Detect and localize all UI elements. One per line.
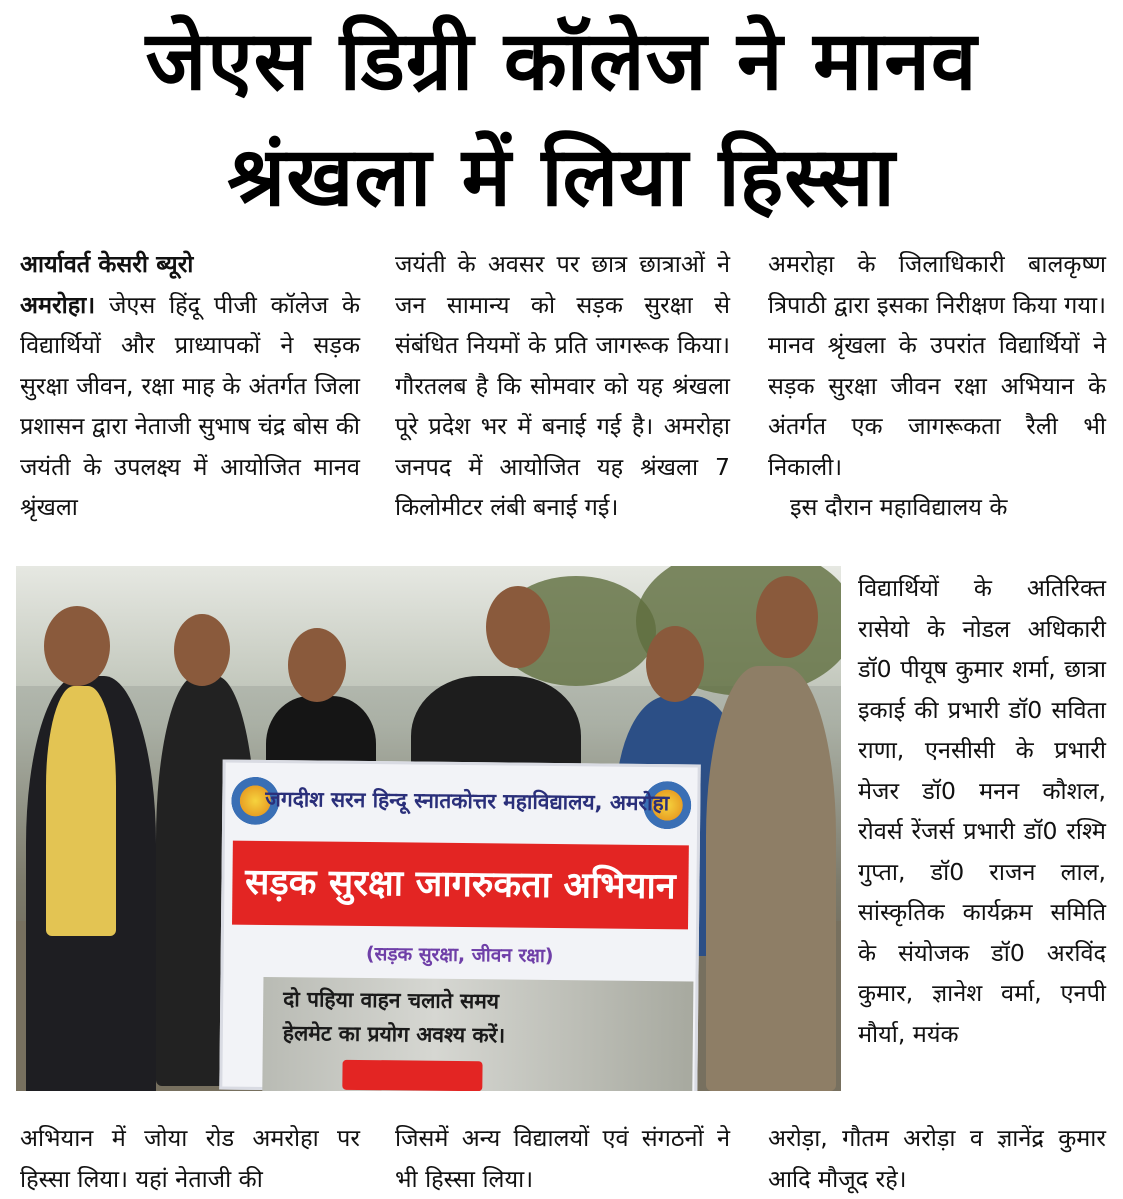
- photo-head: [44, 606, 110, 686]
- article-column-3-bottom: [768, 1118, 1106, 1199]
- column-1-text: [20, 285, 360, 528]
- column-1-body: जेएस हिंदू पीजी कॉलेज के विद्यार्थियों और प्राध्यापकों ने सड़क सुरक्षा जीवन, रक्षा माह के अंतर्गत जिला प्रशासन द्वारा नेताजी सुभाष चंद्र बोस की जयंती के उपलक्ष्य में आयोजित मानव श्रृंखला: [20, 290, 360, 521]
- column-3-para2-lead: इस दौरान महाविद्यालय के: [790, 493, 1008, 521]
- column-3-side-text: विद्यार्थियों के अतिरिक्त रासेयो के नोडल अधिकारी डॉ0 पीयूष कुमार शर्मा, छात्रा इकाई की प्रभारी डॉ0 सविता राणा, एनसीसी के प्रभारी मेजर डॉ0 मनन कौशल, रोवर्स रेंजर्स प्रभारी डॉ0 रश्मि गुप्ता, डॉ0 राजन लाल, सांस्कृतिक कार्यक्रम समिति के संयोजक डॉ0 अरविंद कुमार, ज्ञानेश वर्मा, एनपी मौर्या, मयंक: [858, 574, 1106, 1048]
- article-column-2: [395, 244, 730, 528]
- banner-message-line-2: हेलमेट का प्रयोग अवश्य करें।: [282, 1021, 506, 1048]
- banner-message-line-1: दो पहिया वाहन चलाते समय: [283, 987, 500, 1014]
- headline-line-2: श्रंखला में लिया हिस्सा: [227, 130, 896, 225]
- photo-head: [756, 576, 818, 658]
- column-2-bottom-text: जिसमें अन्य विद्यालयों एवं संगठनों ने भी हिस्सा लिया।: [395, 1124, 730, 1193]
- banner-college-name: जगदीश सरन हिन्दू स्नातकोत्तर महाविद्यालय, अमरोहा: [265, 786, 670, 816]
- byline: आर्यावर्त केसरी ब्यूरो: [20, 250, 194, 278]
- photo-head: [174, 614, 230, 686]
- banner-campaign-title: सड़क सुरक्षा जागरुकता अभियान: [232, 841, 689, 930]
- article-column-1: [20, 244, 360, 528]
- banner-bottom-strip: [342, 1060, 482, 1091]
- column-3-bottom-text: अरोड़ा, गौतम अरोड़ा व ज्ञानेंद्र कुमार आदि मौजूद रहे।: [768, 1124, 1106, 1193]
- photo-head: [486, 586, 550, 668]
- article-column-1-bottom: [20, 1118, 360, 1199]
- rally-photo: [16, 566, 841, 1091]
- photo-head: [288, 628, 346, 702]
- photo-head: [646, 626, 704, 702]
- campaign-banner: [219, 760, 700, 1091]
- photo-person: [706, 666, 836, 1091]
- column-2-text: जयंती के अवसर पर छात्र छात्राओं ने जन सामान्य को सड़क सुरक्षा से संबंधित नियमों के प्रति जागरूक किया। गौरतलब है कि सोमवार को यह श्रंखला पूरे प्रदेश भर में बनाई गई है। अमरोहा जनपद में आयोजित यह श्रंखला 7 किलोमीटर लंबी बनाई गई।: [395, 250, 730, 521]
- dateline: अमरोहा।: [20, 290, 96, 319]
- article-column-3-side: [858, 568, 1106, 1054]
- banner-subtitle: (सड़क सुरक्षा, जीवन रक्षा): [365, 943, 554, 967]
- headline-line-1: जेएस डिग्री कॉलेज ने मानव: [145, 14, 978, 109]
- article-column-2-bottom: [395, 1118, 730, 1199]
- column-1-bottom-text: अभियान में जोया रोड अमरोहा पर हिस्सा लिया। यहां नेताजी की: [20, 1124, 360, 1193]
- article-column-3: [768, 244, 1106, 528]
- column-3-text: अमरोहा के जिलाधिकारी बालकृष्ण त्रिपाठी द्वारा इसका निरीक्षण किया गया। मानव श्रृंखला के उपरांत विद्यार्थियों ने सड़क सुरक्षा जीवन रक्षा अभियान के अंतर्गत एक जागरूकता रैली भी निकाली।: [768, 250, 1106, 481]
- photo-person-scarf: [46, 686, 116, 936]
